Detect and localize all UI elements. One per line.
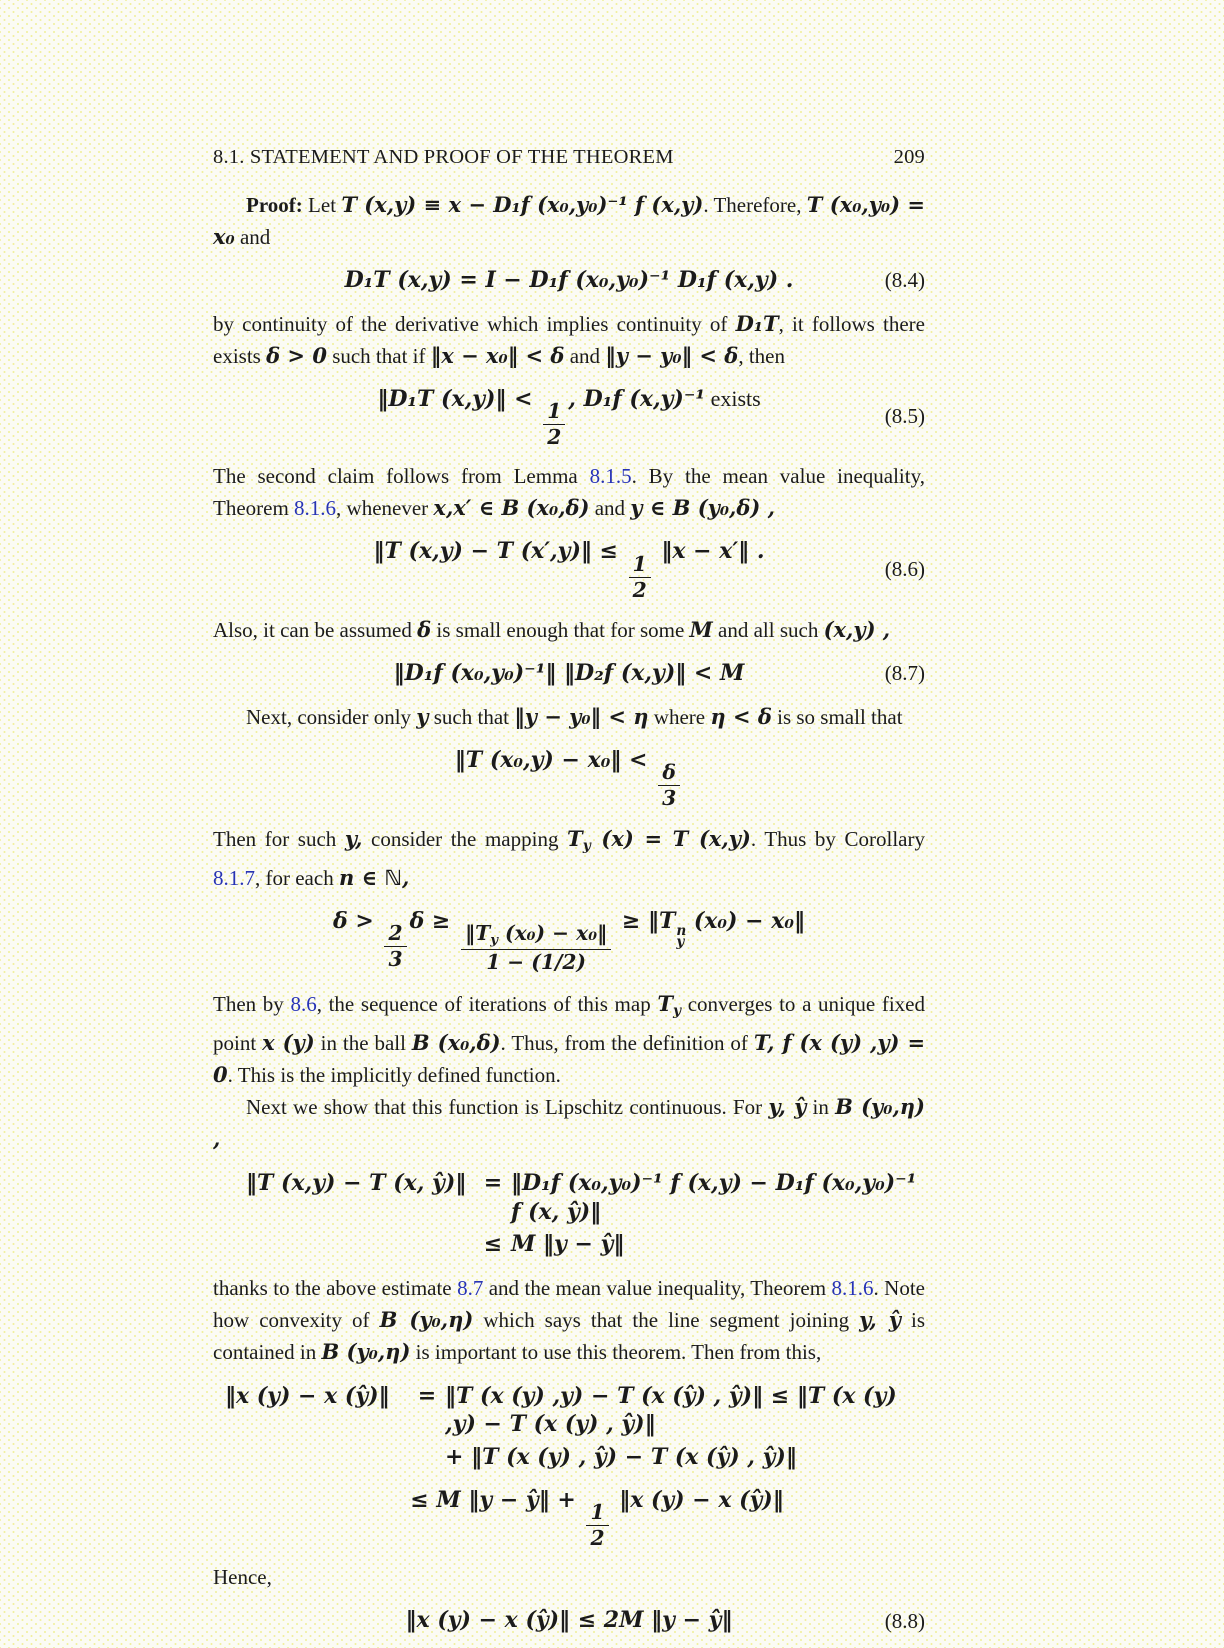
equation-row bbox=[213, 1169, 925, 1226]
cross-reference-link[interactable]: 8.7 bbox=[457, 1275, 484, 1300]
equation-body bbox=[394, 659, 745, 688]
text-run: B (y₀,η) bbox=[379, 1306, 474, 1332]
text-run: , the sequence of iterations of this map bbox=[316, 991, 658, 1016]
equation-relation bbox=[409, 1443, 445, 1472]
equation-body bbox=[410, 1486, 783, 1550]
text-run: δ ≥ bbox=[409, 907, 459, 934]
text-run: Next, consider only bbox=[246, 704, 417, 729]
text-run: (x₀) − x₀‖ bbox=[497, 921, 608, 946]
text-run: Let bbox=[302, 193, 342, 217]
paragraph-continuity bbox=[213, 308, 925, 372]
paragraph-thanks-estimate bbox=[213, 1273, 925, 1368]
text-run: D₁T bbox=[735, 310, 779, 336]
text-run: , then bbox=[738, 343, 785, 368]
text-run: ‖T (x,y) − T (x, ŷ)‖ bbox=[246, 1170, 467, 1197]
text-run: by continuity of the derivative which implies continuity of bbox=[213, 311, 736, 336]
fraction-denominator: 2 bbox=[590, 1525, 605, 1550]
equation-8-5 bbox=[213, 385, 925, 449]
equation-number: (8.6) bbox=[884, 557, 925, 582]
equation-row bbox=[213, 1443, 925, 1472]
equation-body bbox=[455, 746, 683, 810]
text-run: such that bbox=[428, 704, 515, 729]
text-run: ‖x (y) − x (ŷ)‖ bbox=[225, 1382, 390, 1409]
equation-unnumbered-delta-third bbox=[213, 746, 925, 810]
text-run: ‖x − x₀‖ < δ bbox=[430, 342, 565, 368]
equation-number: (8.5) bbox=[884, 404, 925, 429]
text-run: in bbox=[806, 1095, 836, 1120]
text-run: converges to a unique fixed point bbox=[213, 991, 925, 1056]
text-run: y bbox=[673, 1003, 682, 1020]
text-run: B (y₀,η) bbox=[321, 1338, 411, 1364]
equation-lhs bbox=[213, 1169, 475, 1226]
cross-reference-link[interactable]: 8.1.5 bbox=[589, 464, 632, 489]
text-run: δ > bbox=[333, 907, 382, 934]
text-run: T bbox=[657, 990, 673, 1016]
fraction-denominator: 2 bbox=[547, 424, 562, 449]
text-run: is important to use this theorem. Then from this, bbox=[410, 1339, 822, 1364]
text-run: y, ŷ bbox=[768, 1094, 807, 1120]
text-run: ‖x − x′‖ . bbox=[653, 538, 765, 565]
equation-8-6 bbox=[213, 537, 925, 601]
equation-8-4 bbox=[213, 266, 925, 295]
text-run: M bbox=[689, 617, 713, 643]
text-run: y, ŷ bbox=[859, 1306, 901, 1332]
text-run: . This is the implicitly defined function. bbox=[227, 1063, 561, 1088]
equation-body bbox=[333, 907, 805, 975]
text-run: thanks to the above estimate bbox=[213, 1275, 458, 1300]
paragraph-also-assumed bbox=[213, 614, 925, 646]
page-header bbox=[213, 146, 925, 169]
subscript: y bbox=[676, 934, 685, 951]
fraction-denominator: 3 bbox=[662, 785, 677, 810]
text-run: y, bbox=[344, 825, 363, 851]
equation-rhs bbox=[511, 1230, 925, 1259]
text-run: ‖y − y₀‖ < η bbox=[514, 703, 649, 729]
equation-number: (8.7) bbox=[884, 661, 925, 686]
text-run: ‖x (y) − x (ŷ)‖ bbox=[611, 1486, 784, 1513]
text-run: ≤ M ‖y − ŷ‖ + bbox=[410, 1486, 584, 1513]
text-run: y bbox=[416, 703, 429, 729]
fraction-numerator: 1 bbox=[629, 553, 651, 578]
equation-rhs bbox=[445, 1382, 925, 1439]
text-run: . Thus, from the definition of bbox=[500, 1031, 754, 1056]
text-run: ‖T (x,y) − T (x′,y)‖ ≤ bbox=[373, 538, 626, 565]
text-run: where bbox=[648, 704, 711, 729]
text-run: x (y) bbox=[262, 1030, 315, 1056]
equation-lhs bbox=[213, 1443, 409, 1472]
text-run: + ‖T (x (y) , ŷ) − T (x (ŷ) , ŷ)‖ bbox=[445, 1444, 797, 1471]
text-run: , D₁f (x,y)⁻¹ bbox=[568, 385, 706, 412]
equation-unnumbered-iteration-bound bbox=[213, 907, 925, 975]
cross-reference-link[interactable]: 8.1.6 bbox=[831, 1275, 874, 1300]
text-run: D₁T (x,y) = I − D₁f (x₀,y₀)⁻¹ D₁f (x,y) . bbox=[344, 267, 794, 293]
text-run: T (x₀,y₀) = x₀ bbox=[213, 192, 925, 249]
text-run: The second claim follows from Lemma bbox=[213, 464, 590, 489]
equation-8-7 bbox=[213, 659, 925, 688]
fraction-numerator: 1 bbox=[543, 400, 565, 425]
equation-relation: = bbox=[417, 1382, 437, 1409]
page-number: 209 bbox=[893, 146, 925, 168]
text-run: is so small that bbox=[771, 704, 903, 729]
fraction-numerator bbox=[461, 922, 611, 950]
text-run: ‖T (x₀,y) − x₀‖ < bbox=[454, 746, 656, 773]
fraction bbox=[461, 922, 611, 975]
text-run: B (y₀,η) , bbox=[213, 1094, 925, 1152]
paragraph-hence bbox=[213, 1562, 925, 1593]
text-run: exists bbox=[705, 385, 761, 411]
text-run: (x,y) , bbox=[823, 617, 891, 643]
equation-relation: = bbox=[483, 1170, 503, 1197]
cross-reference-link[interactable]: 8.1.7 bbox=[213, 865, 255, 890]
paragraph-mapping bbox=[213, 823, 925, 894]
text-run: and the mean value inequality, Theorem bbox=[483, 1275, 832, 1300]
text-run: Then for such bbox=[213, 826, 345, 851]
text-run: such that if bbox=[326, 343, 431, 368]
text-run: T (x,y) ≡ x − D₁f (x₀,y₀)⁻¹ f (x,y) bbox=[341, 192, 704, 217]
text-run: is small enough that for some bbox=[431, 618, 690, 643]
text-run: B (x₀,δ) bbox=[411, 1030, 501, 1056]
equation-rhs bbox=[511, 1169, 925, 1226]
equation-body bbox=[374, 537, 765, 601]
paragraph-proof-intro bbox=[213, 189, 925, 253]
equation-body bbox=[345, 266, 794, 295]
text-run: . Thus by Corollary bbox=[750, 826, 925, 851]
fraction bbox=[629, 553, 651, 601]
equation-8-8 bbox=[213, 1606, 925, 1635]
text-run: and bbox=[234, 225, 271, 249]
fraction bbox=[586, 1501, 608, 1549]
text-run: . By the mean value inequality, Theorem bbox=[213, 464, 925, 521]
text-run: δ bbox=[417, 617, 432, 643]
text-run: y bbox=[582, 837, 591, 854]
fraction bbox=[543, 400, 565, 448]
textbook-page bbox=[213, 146, 925, 1648]
aligned-equation-T-difference bbox=[213, 1169, 925, 1259]
fraction-numerator: δ bbox=[658, 761, 680, 786]
fraction-numerator: 1 bbox=[586, 1501, 608, 1526]
text-run: in the ball bbox=[314, 1031, 412, 1056]
text-run: and bbox=[564, 343, 606, 368]
equation-body bbox=[406, 1606, 733, 1635]
equation-body bbox=[377, 385, 760, 449]
fraction bbox=[658, 761, 680, 809]
text-run: Hence, bbox=[213, 1565, 272, 1590]
equation-row bbox=[213, 1230, 925, 1259]
equation-number: (8.4) bbox=[884, 268, 925, 293]
paragraph-second-claim bbox=[213, 461, 925, 524]
text-run: x,x′ ∈ B (x₀,δ) bbox=[433, 495, 590, 521]
equation-lhs bbox=[213, 1382, 409, 1439]
text-run: , whenever bbox=[336, 496, 434, 521]
fraction-denominator: 2 bbox=[632, 577, 647, 602]
text-run: y ∈ B (y₀,δ) , bbox=[630, 495, 775, 521]
text-run: ‖D₁f (x₀,y₀)⁻¹ f (x,y) − D₁f (x₀,y₀)⁻¹ f (x, ŷ)‖ bbox=[511, 1170, 917, 1225]
fraction-denominator bbox=[482, 950, 590, 975]
text-run: ‖T bbox=[465, 921, 491, 946]
text-run: Then by bbox=[213, 991, 291, 1016]
text-run: consider the mapping bbox=[362, 826, 568, 851]
text-run: M ‖y − ŷ‖ bbox=[511, 1231, 625, 1258]
paragraph-next-consider bbox=[213, 701, 925, 733]
paragraph-lipschitz bbox=[213, 1091, 925, 1155]
equation-lhs bbox=[213, 1230, 475, 1259]
cross-reference-link[interactable]: 8.1.6 bbox=[294, 496, 337, 521]
fraction bbox=[384, 922, 406, 970]
text-run: T bbox=[567, 825, 583, 851]
text-run: (x₀) − x₀‖ bbox=[686, 907, 805, 934]
cross-reference-link[interactable]: 8.6 bbox=[290, 991, 317, 1016]
text-run: 1 − (1/2) bbox=[486, 950, 587, 975]
text-run: ‖T (x (y) ,y) − T (x (ŷ) , ŷ)‖ ≤ ‖T (x (y) ,y) − T (x (y) , ŷ)‖ bbox=[445, 1382, 897, 1438]
text-run: T, f (x (y) ,y) = 0 bbox=[213, 1030, 926, 1088]
text-run: ‖D₁f (x₀,y₀)⁻¹‖ ‖D₂f (x,y)‖ < M bbox=[393, 660, 745, 687]
text-run: ‖y − y₀‖ < δ bbox=[605, 342, 739, 368]
equation-number: (8.8) bbox=[884, 1608, 925, 1633]
equation-rhs bbox=[445, 1443, 925, 1472]
text-run: Also, it can be assumed bbox=[213, 618, 418, 643]
bold-text: Proof: bbox=[246, 193, 303, 217]
text-run: and all such bbox=[712, 618, 824, 643]
text-run: is contained in bbox=[213, 1307, 925, 1364]
equation-row bbox=[213, 1382, 925, 1439]
text-run: n ∈ ℕ, bbox=[338, 864, 410, 890]
text-run: δ > 0 bbox=[266, 342, 327, 368]
text-run: which says that the line segment joining bbox=[473, 1307, 860, 1332]
superscript-subscript-stack bbox=[676, 922, 687, 951]
section-title: 8.1. STATEMENT AND PROOF OF THE THEOREM bbox=[213, 146, 674, 168]
text-run: , for each bbox=[255, 865, 339, 890]
text-run: η < δ bbox=[710, 703, 772, 729]
text-run: ≥ ‖T bbox=[614, 907, 676, 934]
fraction-numerator: 2 bbox=[384, 922, 406, 947]
text-run: . Note how convexity of bbox=[213, 1275, 925, 1332]
text-run: ‖D₁T (x,y)‖ < bbox=[377, 385, 541, 412]
superscript: n bbox=[676, 922, 687, 939]
fraction-denominator: 3 bbox=[388, 946, 403, 971]
text-run: Next we show that this function is Lipschitz continuous. For bbox=[246, 1095, 769, 1120]
text-run: . Therefore, bbox=[703, 193, 807, 217]
aligned-equation-x-difference bbox=[213, 1382, 925, 1472]
paragraph-fixed-point bbox=[213, 988, 925, 1091]
text-run: and bbox=[589, 496, 631, 521]
text-run: , it follows there exists bbox=[213, 311, 925, 368]
equation-unnumbered-final-bound bbox=[213, 1486, 925, 1550]
equation-relation: ≤ bbox=[483, 1231, 503, 1258]
text-run: (x) = T (x,y) bbox=[590, 825, 751, 851]
text-run: y bbox=[490, 932, 498, 949]
text-run: ‖x (y) − x (ŷ)‖ ≤ 2M ‖y − ŷ‖ bbox=[405, 1607, 733, 1634]
